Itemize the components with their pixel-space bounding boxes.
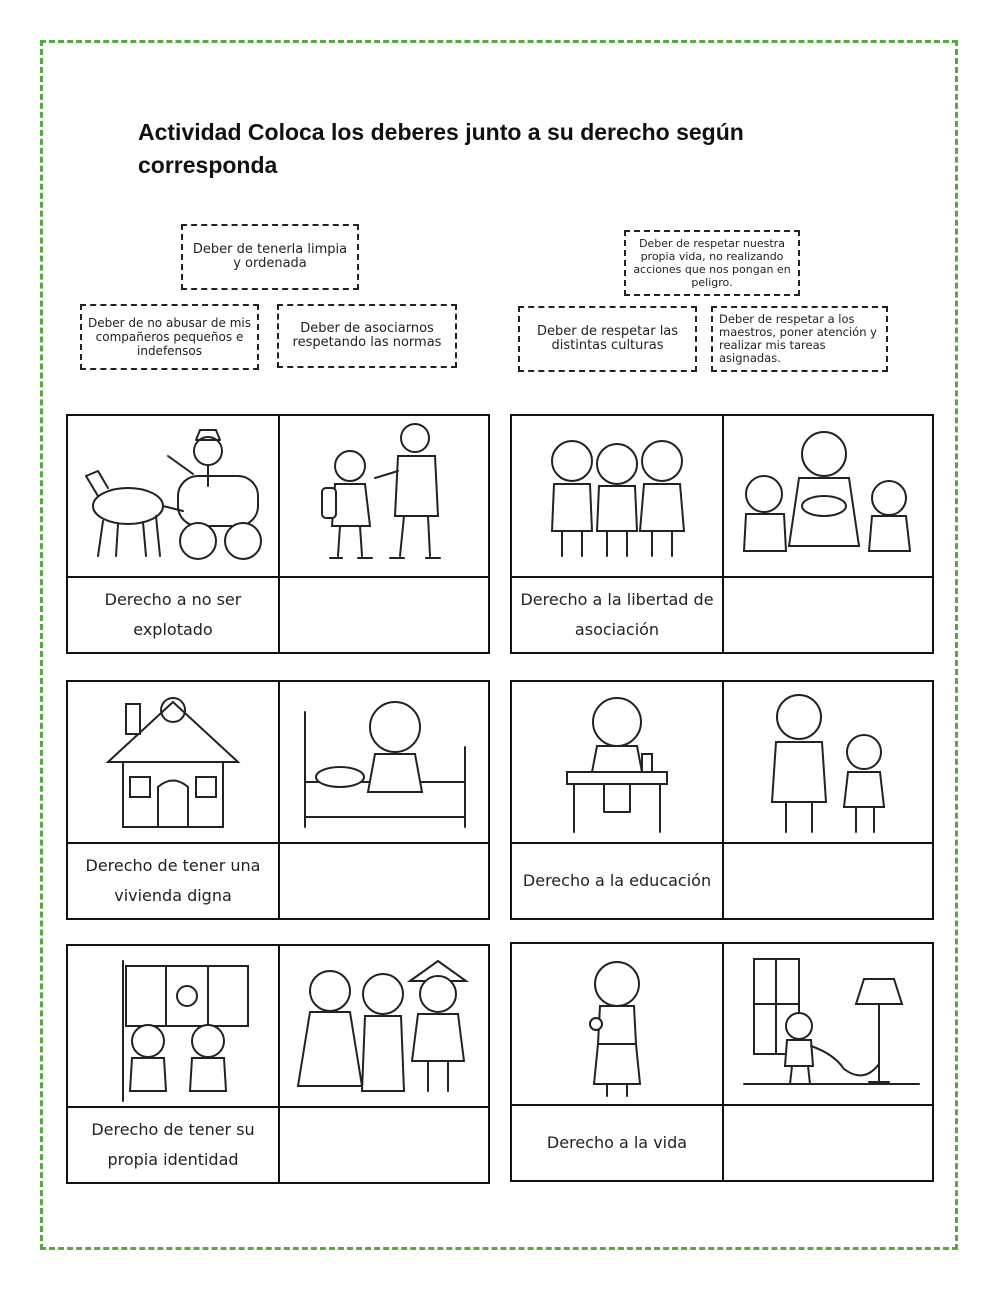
duty-card-respect-cultures[interactable]: Deber de respetar las distintas culturas bbox=[518, 306, 697, 372]
right-card-life bbox=[510, 942, 934, 1182]
right-label: Derecho a no ser explotado bbox=[104, 590, 242, 639]
duty-drop-zone[interactable] bbox=[724, 844, 931, 918]
child-in-bed-illustration bbox=[280, 682, 487, 842]
child-at-desk-illustration bbox=[512, 682, 722, 842]
activity-title: Actividad Coloca los deberes junto a su derecho según corresponda bbox=[138, 119, 744, 178]
girl-illustration bbox=[512, 944, 722, 1104]
house-illustration bbox=[68, 682, 278, 842]
child-with-lamp-illustration bbox=[724, 944, 931, 1104]
right-label: Derecho de tener una vivienda digna bbox=[85, 856, 261, 905]
children-group-illustration bbox=[512, 416, 722, 576]
duty-drop-zone[interactable] bbox=[280, 844, 487, 918]
duty-drop-zone[interactable] bbox=[724, 1106, 931, 1180]
right-card-housing bbox=[66, 680, 490, 920]
duty-drop-zone[interactable] bbox=[280, 1108, 487, 1182]
right-card-education bbox=[510, 680, 934, 920]
children-sharing-illustration bbox=[724, 416, 931, 576]
duty-card-associate[interactable]: Deber de asociarnos respetando las normas bbox=[277, 304, 457, 368]
duty-drop-zone[interactable] bbox=[724, 578, 931, 652]
right-label: Derecho de tener su propia identidad bbox=[91, 1120, 255, 1169]
duty-card-respect-teachers[interactable]: Deber de respetar a los maestros, poner atención y realizar mis tareas asignadas. bbox=[711, 306, 888, 372]
right-label: Derecho a la libertad de asociación bbox=[520, 590, 714, 639]
duty-card-clean-home[interactable]: Deber de tenerla limpia y ordenada bbox=[181, 224, 359, 290]
right-card-identity bbox=[66, 944, 490, 1184]
children-with-flag-illustration bbox=[68, 946, 278, 1106]
children-traditional-costumes-illustration bbox=[280, 946, 487, 1106]
duty-drop-zone[interactable] bbox=[280, 578, 487, 652]
adult-and-child-illustration bbox=[280, 416, 487, 576]
right-label: Derecho a la educación bbox=[522, 871, 712, 890]
duty-card-respect-life[interactable]: Deber de respetar nuestra propia vida, no realizando acciones que nos pongan en peligro. bbox=[624, 230, 800, 296]
right-label: Derecho a la vida bbox=[546, 1133, 688, 1152]
right-card-no-exploitation bbox=[66, 414, 490, 654]
horse-cart-illustration bbox=[68, 416, 278, 576]
right-card-association bbox=[510, 414, 934, 654]
teacher-and-student-illustration bbox=[724, 682, 931, 842]
duty-card-no-abuse[interactable]: Deber de no abusar de mis compañeros pequeños e indefensos bbox=[80, 304, 259, 370]
